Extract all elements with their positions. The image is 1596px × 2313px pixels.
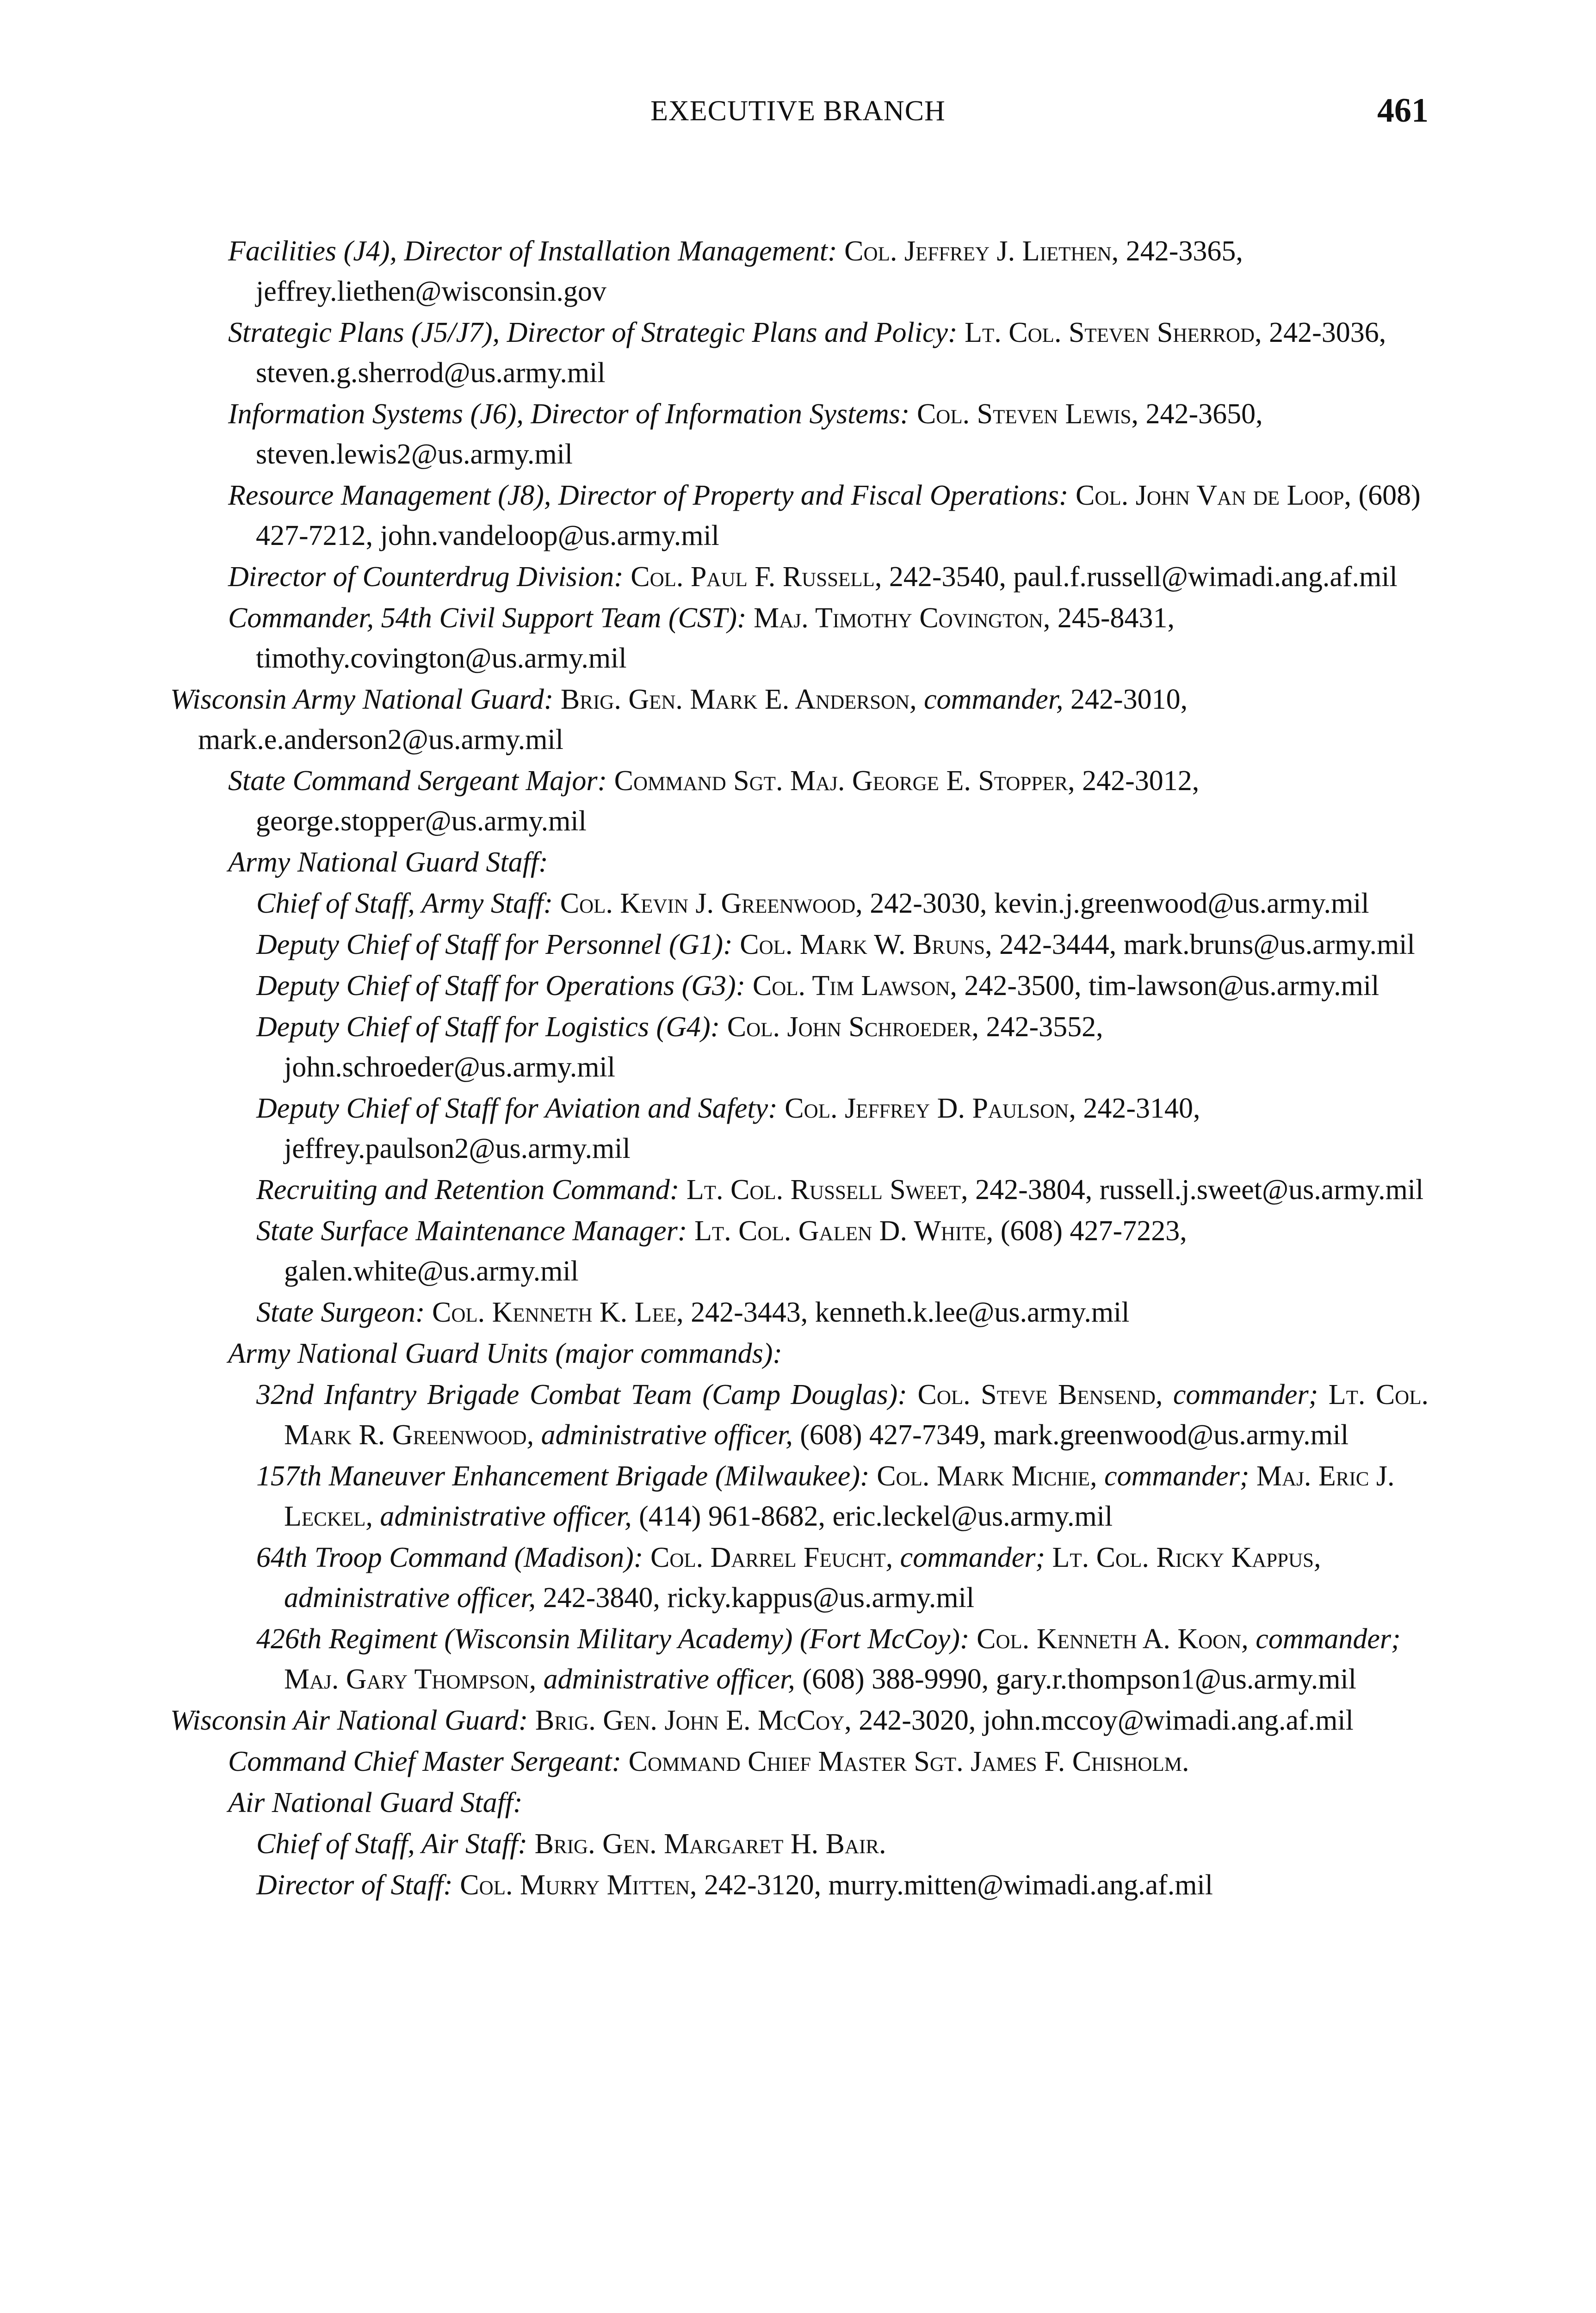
page-number: 461 [1377,92,1429,130]
directory-entry [256,1170,1429,1210]
entry-name: Col. John Van de Loop [1076,480,1344,511]
entry-details: , 245-8431, timothy.covington@us.army.mil [256,602,1175,674]
entry-details: , 242-3020, john.mccoy@wimadi.ang.af.mil [844,1705,1354,1736]
entry-label: Strategic Plans (J5/J7), Director of Strategic Plans and Policy: [228,317,958,348]
entry-details: , (608) 427-7223, galen.white@us.army.mil [284,1215,1187,1287]
entry-name: Col. Steven Lewis [916,398,1132,430]
entry-name-2: Lt. Col. Mark R. Greenwood [284,1379,1429,1451]
entry-details: , 242-3365, jeffrey.liethen@wisconsin.gov [256,235,1243,307]
directory-entry [228,598,1429,679]
entry-label: State Surface Maintenance Manager: [256,1215,687,1247]
entry-details: (414) 961-8682, eric.leckel@us.army.mil [631,1501,1113,1532]
section-heading [228,842,1429,883]
directory-entry [256,1538,1429,1618]
directory-entry [256,1211,1429,1292]
entry-details: , 242-3120, murry.mitten@wimadi.ang.af.mil [689,1869,1213,1901]
entry-label: Deputy Chief of Staff for Aviation and Safety: [256,1093,778,1124]
entry-label: Chief of Staff, Air Staff: [256,1828,528,1860]
entry-label: 32nd Infantry Brigade Combat Team (Camp Douglas): [256,1379,907,1410]
entry-label: 157th Maneuver Enhancement Brigade (Milwaukee): [256,1460,870,1492]
entry-details: , 242-3804, russell.j.sweet@us.army.mil [961,1174,1424,1206]
entry-role: , commander, [909,684,1064,715]
entry-name: Col. Darrel Feucht [650,1542,886,1573]
entry-name: Col. Kenneth A. Koon [977,1623,1242,1655]
entry-role-2: , administrative officer, [526,1419,793,1451]
directory-entry [256,1619,1429,1700]
directory-entry [228,394,1429,475]
directory-entry [170,1701,1429,1741]
entry-label: Facilities (J4), Director of Installation Management: [228,235,837,267]
directory-entry [228,761,1429,841]
directory-entry [256,884,1429,924]
entry-name: Maj. Timothy Covington [754,602,1043,634]
section-heading [228,1783,1429,1823]
section-heading [228,1334,1429,1374]
entry-details: (608) 388-9990, gary.r.thompson1@us.army.mil [795,1664,1356,1695]
entry-details: , 242-3500, tim-lawson@us.army.mil [950,970,1379,1002]
entry-name-2: Lt. Col. Ricky Kappus [1052,1542,1314,1573]
entry-label: Deputy Chief of Staff for Personnel (G1): [256,929,733,960]
entry-name: Col. John Schroeder [727,1011,972,1043]
entry-name: Col. Kevin J. Greenwood [560,888,856,919]
entry-name: Col. Jeffrey J. Liethen [844,235,1112,267]
entry-details: , (608) 427-7212, john.vandeloop@us.army.mil [256,480,1421,551]
entry-label: Director of Staff: [256,1869,453,1901]
entry-label: Chief of Staff, Army Staff: [256,888,553,919]
entry-details: . [879,1828,886,1860]
entry-label: Recruiting and Retention Command: [256,1174,680,1206]
entry-label: Resource Management (J8), Director of Property and Fiscal Operations: [228,480,1069,511]
entry-name: Col. Mark Michie [877,1460,1090,1492]
directory-entry [228,313,1429,393]
entry-name: Col. Mark W. Bruns [740,929,985,960]
entry-label: Army National Guard Staff: [228,847,548,878]
directory-entry [228,476,1429,556]
entry-details: , 242-3650, steven.lewis2@us.army.mil [256,398,1263,470]
entry-role: , commander; [1155,1379,1318,1410]
entry-name: Brig. Gen. John E. McCoy [535,1705,845,1736]
directory-entry [170,680,1429,760]
entry-label: Information Systems (J6), Director of Information Systems: [228,398,910,430]
entry-name: Command Sgt. Maj. George E. Stopper [614,765,1068,797]
entry-details: (608) 427-7349, mark.greenwood@us.army.mil [792,1419,1349,1451]
directory-entry [256,1088,1429,1169]
entry-name: Col. Paul F. Russell [631,561,875,593]
entry-label: Commander, 54th Civil Support Team (CST): [228,602,747,634]
directory-entry [256,925,1429,965]
entry-label: Wisconsin Army National Guard: [170,684,554,715]
entry-role: , commander; [1090,1460,1250,1492]
entry-role-2: , administrative officer, [365,1501,632,1532]
entry-name: Col. Steve Bensend [917,1379,1156,1410]
directory-entry [256,1456,1429,1537]
directory-listing [170,231,1429,1905]
entry-details: , 242-3443, kenneth.k.lee@us.army.mil [676,1297,1130,1328]
entry-name: Lt. Col. Galen D. White [694,1215,986,1247]
entry-name-2: Maj. Eric J. Leckel [284,1460,1395,1532]
entry-label: Director of Counterdrug Division: [228,561,624,593]
running-title: EXECUTIVE BRANCH [650,95,946,127]
entry-role-2: , administrative officer, [284,1542,1321,1614]
entry-role: , commander; [1241,1623,1401,1655]
directory-entry [256,1293,1429,1333]
entry-label: 426th Regiment (Wisconsin Military Academy) (Fort McCoy): [256,1623,970,1655]
entry-label: Command Chief Master Sergeant: [228,1746,622,1777]
entry-details: , 242-3540, paul.f.russell@wimadi.ang.af.mil [874,561,1398,593]
entry-details: , 242-3140, jeffrey.paulson2@us.army.mil [284,1093,1200,1164]
entry-details: , 242-3030, kevin.j.greenwood@us.army.mil [855,888,1369,919]
directory-entry [256,966,1429,1006]
directory-entry [256,1824,1429,1864]
entry-label: Army National Guard Units (major commands): [228,1338,783,1369]
entry-label: Air National Guard Staff: [228,1787,523,1818]
directory-entry [256,1375,1429,1455]
entry-label: State Command Sergeant Major: [228,765,607,797]
entry-details: 242-3840, ricky.kappus@us.army.mil [536,1582,975,1614]
entry-details: , 242-3444, mark.bruns@us.army.mil [985,929,1415,960]
entry-details: , 242-3036, steven.g.sherrod@us.army.mil [256,317,1386,389]
entry-name: Col. Tim Lawson [752,970,950,1002]
entry-details: , 242-3552, john.schroeder@us.army.mil [284,1011,1103,1083]
entry-role-2: , administrative officer, [529,1664,795,1695]
entry-name: Brig. Gen. Margaret H. Bair [534,1828,879,1860]
entry-name: Col. Kenneth K. Lee [432,1297,677,1328]
entry-label: Wisconsin Air National Guard: [170,1705,528,1736]
entry-label: 64th Troop Command (Madison): [256,1542,643,1573]
entry-role: , commander; [885,1542,1045,1573]
entry-name: Command Chief Master Sgt. James F. Chisholm [628,1746,1182,1777]
entry-details: 242-3010, mark.e.anderson2@us.army.mil [198,684,1188,755]
entry-name: Col. Jeffrey D. Paulson [785,1093,1069,1124]
entry-label: Deputy Chief of Staff for Operations (G3): [256,970,746,1002]
entry-name: Col. Murry Mitten [460,1869,690,1901]
directory-entry [228,231,1429,312]
entry-label: Deputy Chief of Staff for Logistics (G4): [256,1011,720,1043]
entry-label: State Surgeon: [256,1297,425,1328]
entry-name-2: Maj. Gary Thompson [284,1664,529,1695]
running-header [0,92,1596,136]
entry-name: Lt. Col. Russell Sweet [686,1174,961,1206]
entry-name: Brig. Gen. Mark E. Anderson [560,684,910,715]
directory-entry [228,1742,1429,1782]
entry-details: . [1182,1746,1189,1777]
entry-name: Lt. Col. Steven Sherrod [965,317,1255,348]
directory-entry [228,557,1429,597]
directory-entry [256,1865,1429,1905]
directory-entry [256,1007,1429,1088]
entry-details: , 242-3012, george.stopper@us.army.mil [256,765,1200,837]
